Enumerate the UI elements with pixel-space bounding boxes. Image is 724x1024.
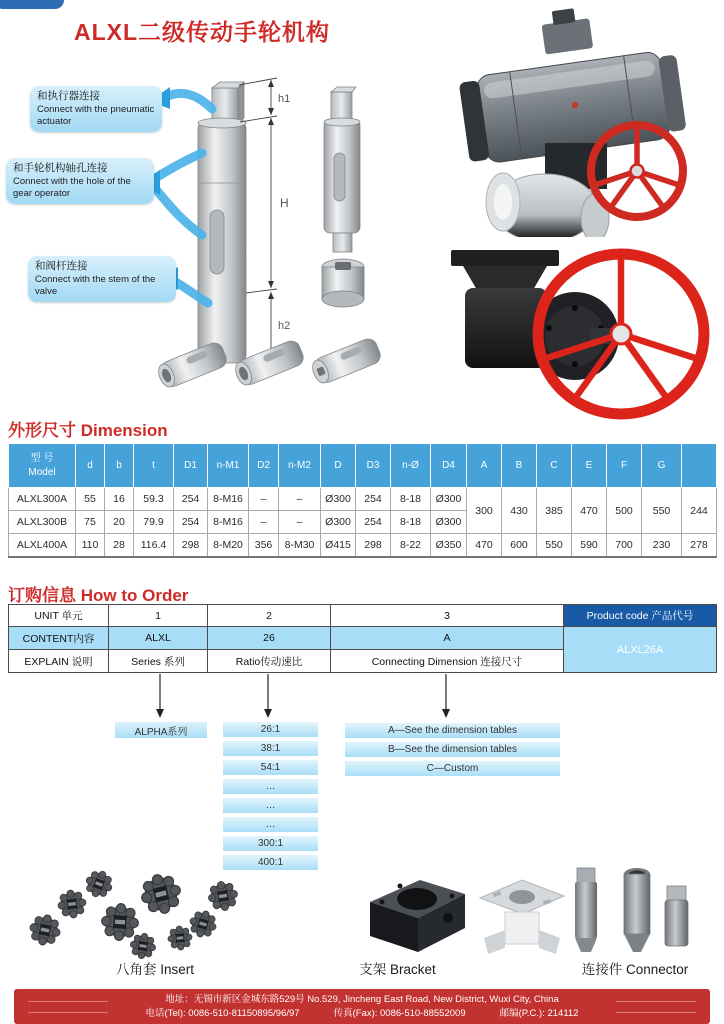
cell: 59.3 bbox=[134, 488, 174, 511]
insert-label: 八角套 Insert bbox=[115, 962, 194, 977]
cell: 254 bbox=[174, 488, 208, 511]
cell: Ø415 bbox=[321, 534, 356, 558]
cell-merged: 300 bbox=[467, 488, 502, 534]
dim-label-h2: h2 bbox=[278, 320, 291, 332]
col-D2: D2 bbox=[249, 444, 279, 488]
ratio-item: 38:1 bbox=[223, 741, 318, 756]
callout-valve-stem-zh: 和阀杆连接 bbox=[35, 260, 88, 272]
product-code-label: Product code 产品代号 bbox=[564, 605, 717, 627]
col-A: A bbox=[467, 444, 502, 488]
unit-2: 2 bbox=[208, 605, 331, 627]
cell: 8-M20 bbox=[208, 534, 249, 558]
explain-3: Connecting Dimension 连接尺寸 bbox=[331, 650, 564, 673]
col-t: t bbox=[134, 444, 174, 488]
cell: Ø300 bbox=[431, 511, 467, 534]
cell: 298 bbox=[174, 534, 208, 558]
col-D4: D4 bbox=[431, 444, 467, 488]
col-G: G bbox=[642, 444, 682, 488]
unit-3: 3 bbox=[331, 605, 564, 627]
callout-gear-operator bbox=[6, 158, 154, 204]
connector-label: 连接件 Connector bbox=[581, 962, 689, 977]
dimension-header-row bbox=[9, 444, 717, 488]
content-3: A bbox=[331, 627, 564, 650]
connector-photo bbox=[563, 862, 708, 958]
unit-row bbox=[9, 605, 717, 627]
cell: 278 bbox=[682, 534, 717, 558]
cell: 8-M16 bbox=[208, 488, 249, 511]
callout-valve-stem bbox=[28, 256, 176, 302]
bracket-photo bbox=[360, 872, 570, 962]
cell-merged: 550 bbox=[642, 488, 682, 534]
dim-label-H: H bbox=[280, 196, 289, 210]
col-model bbox=[9, 444, 76, 488]
callout-actuator-zh: 和执行器连接 bbox=[37, 90, 100, 102]
order-section-title: 订购信息 How to Order bbox=[8, 586, 189, 605]
table-row bbox=[9, 534, 717, 558]
cell: 8-18 bbox=[391, 488, 431, 511]
ratio-item: 400:1 bbox=[223, 855, 318, 870]
cell: Ø350 bbox=[431, 534, 467, 558]
cell: 254 bbox=[174, 511, 208, 534]
cell-merged: 430 bbox=[502, 488, 537, 534]
footer-address: 地址：无锡市新区金城东路529号 No.529, Jincheng East Road, New District, Wuxi City, China bbox=[165, 994, 559, 1005]
ratio-list bbox=[223, 722, 318, 874]
col-nM1: n-M1 bbox=[208, 444, 249, 488]
flow-arrows bbox=[0, 672, 724, 722]
cell: – bbox=[249, 511, 279, 534]
ratio-item: … bbox=[223, 798, 318, 813]
cell: 550 bbox=[537, 534, 572, 558]
cell: Ø300 bbox=[321, 511, 356, 534]
content-2: 26 bbox=[208, 627, 331, 650]
footer bbox=[14, 989, 710, 1024]
dim-label-h1: h1 bbox=[278, 93, 291, 105]
explain-2: Ratio传动速比 bbox=[208, 650, 331, 673]
callout-actuator bbox=[30, 86, 162, 132]
cell: – bbox=[279, 488, 321, 511]
bracket-label: 支架 Bracket bbox=[359, 962, 436, 977]
cell: 8-M30 bbox=[279, 534, 321, 558]
cell: 8-22 bbox=[391, 534, 431, 558]
ratio-item: 54:1 bbox=[223, 760, 318, 775]
cell: 28 bbox=[105, 534, 134, 558]
col-C: C bbox=[537, 444, 572, 488]
cell: 110 bbox=[76, 534, 105, 558]
ratio-item: 26:1 bbox=[223, 722, 318, 737]
cell: 8-18 bbox=[391, 511, 431, 534]
cell: ALXL300A bbox=[9, 488, 76, 511]
table-row bbox=[9, 488, 717, 511]
col-d: d bbox=[76, 444, 105, 488]
cell: 470 bbox=[467, 534, 502, 558]
col-extra bbox=[682, 444, 717, 488]
ratio-item: 300:1 bbox=[223, 836, 318, 851]
cell: 254 bbox=[356, 488, 391, 511]
cell: 356 bbox=[249, 534, 279, 558]
series-box: ALPHA系列 bbox=[115, 722, 207, 738]
col-D3: D3 bbox=[356, 444, 391, 488]
cell: 20 bbox=[105, 511, 134, 534]
col-F: F bbox=[607, 444, 642, 488]
cell: 600 bbox=[502, 534, 537, 558]
cell: 590 bbox=[572, 534, 607, 558]
product-code-value: ALXL26A bbox=[564, 627, 717, 673]
actuator-valve-photo bbox=[425, 5, 724, 237]
callout-gear-operator-zh: 和手轮机构轴孔连接 bbox=[13, 162, 108, 174]
cell: 79.9 bbox=[134, 511, 174, 534]
col-E: E bbox=[572, 444, 607, 488]
footer-tel: 电话(Tel): 0086-510-81150895/96/97 bbox=[145, 1008, 300, 1020]
option-item: C—Custom bbox=[345, 761, 560, 776]
gear-operator-photo bbox=[425, 238, 724, 428]
page-title: ALXL二级传动手轮机构 bbox=[74, 19, 331, 45]
option-item: A—See the dimension tables bbox=[345, 723, 560, 738]
unit-label: UNIT 单元 bbox=[9, 605, 109, 627]
corner-decoration bbox=[0, 0, 64, 9]
cell: Ø300 bbox=[321, 488, 356, 511]
col-nDia: n-Ø bbox=[391, 444, 431, 488]
cell-merged: 385 bbox=[537, 488, 572, 534]
col-nM2: n-M2 bbox=[279, 444, 321, 488]
model-header-zh: 型 号 bbox=[30, 452, 54, 464]
dimension-section-title: 外形尺寸 Dimension bbox=[8, 421, 168, 440]
dimension-option-list bbox=[345, 723, 560, 780]
callout-gear-operator-en: Connect with the hole of the gear operator bbox=[13, 175, 131, 199]
cell: – bbox=[279, 511, 321, 534]
content-label: CONTENT内容 bbox=[9, 627, 109, 650]
cell: 700 bbox=[607, 534, 642, 558]
cell: Ø300 bbox=[431, 488, 467, 511]
cell-merged: 500 bbox=[607, 488, 642, 534]
explain-label: EXPLAIN 说明 bbox=[9, 650, 109, 673]
loose-connectors-drawing bbox=[155, 336, 383, 390]
cell: – bbox=[249, 488, 279, 511]
col-D1: D1 bbox=[174, 444, 208, 488]
order-table bbox=[8, 604, 717, 673]
cell: 254 bbox=[356, 511, 391, 534]
callout-valve-stem-en: Connect with the stem of the valve bbox=[35, 273, 156, 297]
option-item: B—See the dimension tables bbox=[345, 742, 560, 757]
cell: 55 bbox=[76, 488, 105, 511]
cell: 8-M16 bbox=[208, 511, 249, 534]
cell: 16 bbox=[105, 488, 134, 511]
callout-actuator-en: Connect with the pneumatic actuator bbox=[37, 103, 155, 127]
col-D: D bbox=[321, 444, 356, 488]
cell-merged: 244 bbox=[682, 488, 717, 534]
insert-photo bbox=[15, 868, 295, 960]
col-B: B bbox=[502, 444, 537, 488]
cell: 75 bbox=[76, 511, 105, 534]
col-b: b bbox=[105, 444, 134, 488]
cell: ALXL300B bbox=[9, 511, 76, 534]
unit-1: 1 bbox=[109, 605, 208, 627]
footer-postcode: 邮编(P.C.): 214112 bbox=[499, 1008, 579, 1020]
cell: 298 bbox=[356, 534, 391, 558]
content-1: ALXL bbox=[109, 627, 208, 650]
cell: 230 bbox=[642, 534, 682, 558]
ratio-item: … bbox=[223, 817, 318, 832]
model-header-en: Model bbox=[28, 466, 56, 478]
ratio-item: … bbox=[223, 779, 318, 794]
cell: 116.4 bbox=[134, 534, 174, 558]
dimension-table bbox=[8, 443, 717, 558]
footer-fax: 传真(Fax): 0086-510-88552009 bbox=[333, 1008, 466, 1020]
cell: ALXL400A bbox=[9, 534, 76, 558]
explain-1: Series 系列 bbox=[109, 650, 208, 673]
cell-merged: 470 bbox=[572, 488, 607, 534]
content-row bbox=[9, 627, 717, 650]
